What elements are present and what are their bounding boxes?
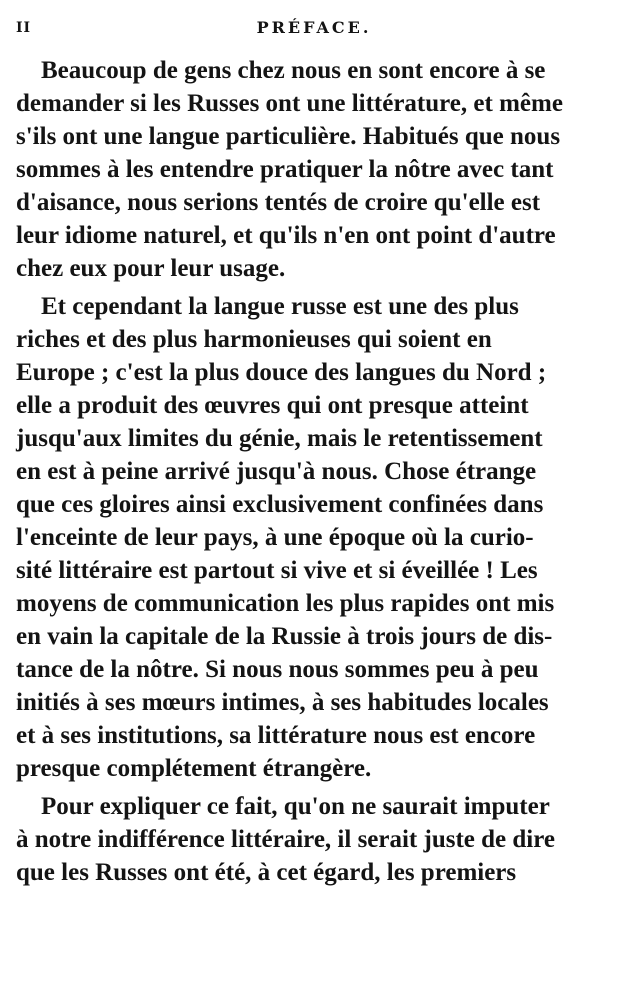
text-line: Europe ; c'est la plus douce des langues du Nord ;: [16, 359, 547, 386]
text-line: sité littéraire est partout si vive et si éveillée ! Les: [16, 557, 538, 584]
paragraph: [16, 290, 612, 785]
paragraph: [16, 54, 612, 285]
text-line: d'aisance, nous serions tentés de croire qu'elle est: [16, 189, 541, 216]
text-line: riches et des plus harmonieuses qui soient en: [16, 326, 492, 353]
text-line: tance de la nôtre. Si nous nous sommes peu à peu: [16, 656, 539, 683]
paragraph: [16, 790, 612, 889]
text-line: en vain la capitale de la Russie à trois jours de dis-: [16, 623, 553, 650]
text-line: que ces gloires ainsi exclusivement confinées dans: [16, 491, 544, 518]
text-line: sommes à les entendre pratiquer la nôtre avec tant: [16, 156, 554, 183]
text-line: jusqu'aux limites du génie, mais le retentissement: [16, 425, 543, 452]
page-number: II: [16, 20, 32, 36]
text-line: en est à peine arrivé jusqu'à nous. Chose étrange: [16, 458, 537, 485]
text-line: que les Russes ont été, à cet égard, les premiers: [16, 859, 517, 886]
text-line: Et cependant la langue russe est une des plus: [41, 293, 519, 320]
text-line: Pour expliquer ce fait, qu'on ne saurait imputer: [41, 793, 550, 820]
text-line: demander si les Russes ont une littérature, et même: [16, 90, 563, 117]
text-line: Beaucoup de gens chez nous en sont encore à se: [41, 57, 546, 84]
text-line: à notre indifférence littéraire, il serait juste de dire: [16, 826, 555, 853]
running-title: PRÉFACE.: [256, 18, 372, 37]
body-text: [16, 54, 612, 894]
text-line: moyens de communication les plus rapides ont mis: [16, 590, 555, 617]
text-line: l'enceinte de leur pays, à une époque où la curio-: [16, 524, 534, 551]
text-line: et à ses institutions, sa littérature nous est encore: [16, 722, 536, 749]
text-line: presque complétement étrangère.: [16, 755, 372, 782]
text-line: elle a produit des œuvres qui ont presque atteint: [16, 392, 529, 419]
text-line: s'ils ont une langue particulière. Habitués que nous: [16, 123, 561, 150]
text-line: leur idiome naturel, et qu'ils n'en ont point d'autre: [16, 222, 556, 249]
text-line: chez eux pour leur usage.: [16, 255, 286, 282]
text-line: initiés à ses mœurs intimes, à ses habitudes locales: [16, 689, 549, 716]
running-head: [16, 18, 612, 44]
